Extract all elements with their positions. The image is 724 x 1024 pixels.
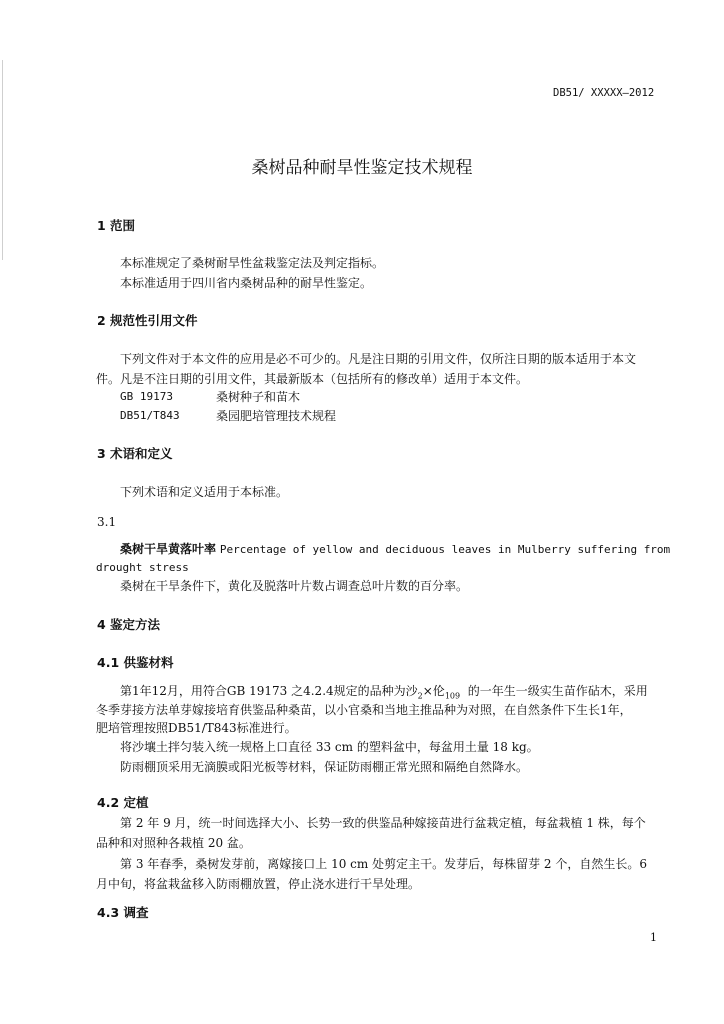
section-2-heading: 2 规范性引用文件 (97, 313, 198, 328)
subscript-b: 109 (444, 691, 461, 701)
section-1-heading: 1 范围 (97, 218, 136, 233)
section-4-2-line-4: 月中旬，将盆栽盆移入防雨棚放置，停止浇水进行干旱处理。 (96, 877, 421, 891)
section-3-paragraph: 下列术语和定义适用于本标准。 (120, 485, 289, 499)
term-line-2: drought stress (96, 561, 189, 574)
section-4-1-line-4: 将沙壤土拌匀装入统一规格上口直径 33 cm 的塑料盆中，每盆用土量 18 kg。 (120, 740, 539, 754)
line-1-part-c: 的一年生一级实生苗作砧木，采用 (460, 684, 648, 698)
section-4-heading: 4 鉴定方法 (97, 617, 161, 632)
subsection-4-3-heading: 4.3 调查 (97, 905, 149, 920)
term-definition: 桑树在干旱条件下，黄化及脱落叶片数占调查总叶片数的百分率。 (120, 579, 469, 593)
reference-name: 桑园肥培管理技术规程 (216, 409, 337, 423)
subsection-4-2-heading: 4.2 定植 (97, 795, 149, 810)
term-line-1 (120, 541, 670, 558)
section-4-1-line-2: 冬季芽接方法单芽嫁接培育供鉴品种桑苗，以小官桑和当地主推品种为对照，在自然条件下生长1年， (96, 703, 632, 717)
term-chinese: 桑树干旱黄落叶率 (120, 542, 217, 556)
document-title: 桑树品种耐旱性鉴定技术规程 (251, 158, 473, 178)
reference-code: GB 19173 (120, 390, 173, 403)
section-2-paragraph-line-1: 下列文件对于本文件的应用是必不可少的。凡是注日期的引用文件，仅所注日期的版本适用于本文 (120, 352, 637, 366)
page-number: 1 (650, 931, 657, 944)
document-id-header: DB51/ XXXXX—2012 (553, 87, 655, 99)
section-1-paragraph-2: 本标准适用于四川省内桑树品种的耐旱性鉴定。 (120, 276, 373, 290)
section-4-1-line-3: 肥培管理按照DB51/T843标准进行。 (96, 721, 297, 735)
reference-code: DB51/T843 (120, 409, 180, 422)
section-4-2-line-1: 第 2 年 9 月，统一时间选择大小、长势一致的供鉴品种嫁接苗进行盆栽定植，每盆栽植 1 株，每个 (120, 816, 646, 830)
section-4-2-line-3: 第 3 年春季，桑树发芽前，离嫁接口上 10 cm 处剪定主干。发芽后，每株留芽 2 个，自然生长。6 (120, 857, 647, 871)
section-2-paragraph-line-2: 件。凡是不注日期的引用文件，其最新版本（包括所有的修改单）适用于本文件。 (96, 372, 529, 386)
subscript-a: 2 (417, 691, 423, 701)
term-english: Percentage of yellow and deciduous leaves in Mulberry suffering from (219, 543, 671, 556)
line-1-part-a: 第1年12月，用符合GB 19173 之4.2.4规定的品种为沙 (120, 684, 418, 698)
line-1-part-b: ×伦 (422, 684, 445, 698)
subsection-3-1-number: 3.1 (97, 515, 117, 529)
section-4-1-line-5: 防雨棚顶采用无滴膜或阳光板等材料，保证防雨棚正常光照和隔绝自然降水。 (120, 760, 529, 774)
section-4-2-line-2: 品种和对照种各栽植 20 盆。 (96, 836, 251, 850)
section-3-heading: 3 术语和定义 (97, 446, 173, 461)
reference-name: 桑树种子和苗木 (216, 390, 301, 404)
section-1-paragraph-1: 本标准规定了桑树耐旱性盆栽鉴定法及判定指标。 (120, 256, 385, 270)
subsection-4-1-heading: 4.1 供鉴材料 (97, 655, 174, 670)
